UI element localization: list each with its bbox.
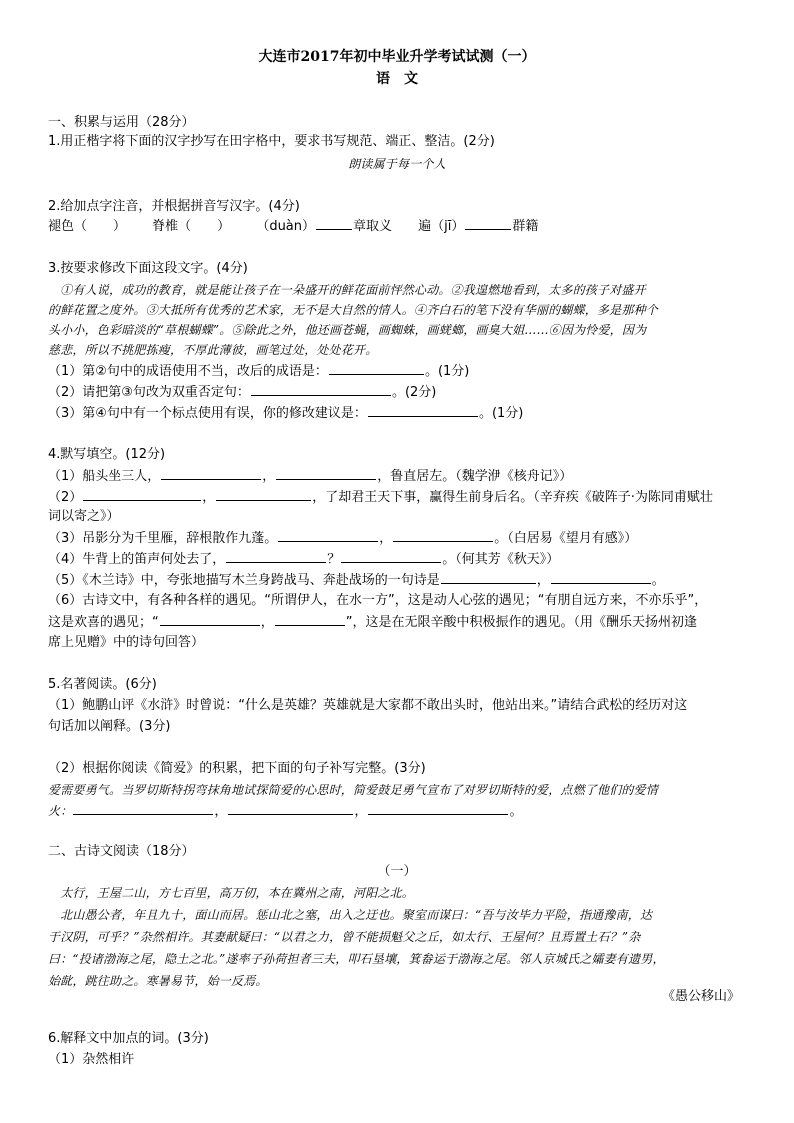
q3-prompt: 3.按要求修改下面这段文字。(4分) (48, 261, 248, 276)
q4-l2-a: （2） (48, 490, 83, 505)
section2-heading: 二、古诗文阅读（18分） (48, 844, 195, 859)
q2-item-3: （duàn） (256, 219, 316, 234)
q4-line-1 (48, 467, 572, 486)
answer-blank[interactable] (278, 529, 378, 542)
answer-blank[interactable] (228, 802, 353, 815)
q4-line-3 (48, 529, 637, 548)
answer-blank[interactable] (393, 529, 493, 542)
q2-item-5: 遍（jī） (418, 219, 465, 234)
q4-l3-a: （3）吊影分为千里雁，辞根散作九蓬。 (48, 531, 278, 546)
answer-blank[interactable] (368, 802, 508, 815)
answer-blank[interactable] (441, 571, 536, 584)
q4-l1-c: ，鲁直居左。（魏学洢《核舟记》） (377, 469, 573, 484)
q3-sub-3 (48, 404, 523, 423)
answer-blank[interactable] (73, 802, 213, 815)
q3-passage-line: 头小小，色彩暗淡的“草根蝴蝶”。⑤除此之外，他还画苍蝇，画蜘蛛，画蜣螂，画臭大姐……⑥因为怜爱，因为 (48, 323, 647, 337)
q2-prompt: 2.给加点字注音，并根据拼音写汉字。(4分) (48, 199, 300, 214)
q2-item-1: 褪色（ ） (48, 219, 127, 234)
q5-p2-blanks (48, 802, 522, 821)
q5-p2-lead: 火： (48, 804, 73, 818)
answer-blank[interactable] (316, 217, 352, 230)
q4-l2-b: ， (202, 490, 216, 505)
q4-l6b-b: ， (260, 615, 274, 630)
q6-item-1: （1）杂然相许 (48, 1052, 135, 1067)
answer-blank[interactable] (226, 550, 326, 563)
q4-line-2 (48, 488, 713, 507)
answer-blank[interactable] (329, 362, 424, 375)
q4-l2-c: ，了却君王天下事，赢得生前身后名。（辛弃疾《破阵子·为陈同甫赋壮 (312, 490, 713, 505)
q2-item-6: 群籍 (512, 219, 539, 234)
answer-blank[interactable] (275, 613, 345, 626)
q2-item-4: 章取义 (353, 219, 393, 234)
answer-blank[interactable] (368, 404, 478, 417)
q4-l3-b: ， (379, 531, 393, 546)
q5-p2-sep: ， (214, 804, 228, 819)
classical-passage-line: 北山愚公者，年且九十，面山而居。惩山北之塞，出入之迂也。聚室而谋曰：“吾与汝毕力平险，指通豫南，达 (48, 908, 653, 922)
q4-l5-a: （5）《木兰诗》中，夸张地描写木兰身跨战马、奔赴战场的一句诗是 (48, 573, 440, 588)
q3-passage-line: 慈悲，所以不挑肥拣瘦，不厚此薄彼，画笔过处，处处花开。 (48, 343, 378, 357)
q4-line-6b (48, 613, 697, 632)
answer-blank[interactable] (251, 383, 391, 396)
q3-passage-line: 的鲜花置之度外。③大抵所有优秀的艺术家，无不是大自然的情人。④齐白石的笔下没有华丽的蝴蝶，多是那种个 (48, 303, 659, 317)
q4-l6b-a: 这是欢喜的遇见；“ (48, 615, 159, 630)
q5-p2: （2）根据你阅读《简爱》的积累，把下面的句子补写完整。(3分) (48, 761, 426, 776)
q4-line-6a: （6）古诗文中，有各种各样的遇见。“所谓伊人，在水一方”，这是动人心弦的遇见；“有朋自远方来，不亦乐乎”， (48, 593, 708, 608)
classical-passage-line: 太行，王屋二山，方七百里，高万仞，本在冀州之南，河阳之北。 (48, 886, 415, 900)
q3-sub-1 (48, 362, 469, 381)
q4-line-4 (48, 550, 559, 569)
answer-blank[interactable] (551, 571, 651, 584)
q5-p1b: 句话加以阐释。(3分) (48, 719, 171, 734)
q5-p1a: （1）鲍鹏山评《水浒》时曾说：“什么是英雄？英雄就是大家都不敢出头时，他站出来。”请结合武松的经历对这 (48, 698, 688, 713)
page-subtitle: 语 文 (376, 71, 418, 87)
q4-line-2b: 词以寄之》） (48, 509, 120, 524)
q3-sub-2-score: 。(2分) (391, 385, 437, 400)
classical-passage-line: 始龀，跳往助之。寒暑易节，始一反焉。 (48, 974, 268, 988)
section2-part: （一） (377, 864, 417, 879)
q1-prompt: 1.用正楷字将下面的汉字抄写在田字格中，要求书写规范、端正、整洁。(2分) (48, 134, 495, 149)
classical-passage-line: 于汉阴，可乎？”杂然相许。其妻献疑曰：“以君之力，曾不能损魁父之丘，如太行、王屋何？且焉置土石？”杂 (48, 930, 641, 944)
q5-p2-text: 爱需要勇气。当罗切斯特拐弯抹角地试探简爱的心思时，简爱鼓足勇气宣布了对罗切斯特的爱，点燃了他们的爱情 (48, 783, 659, 797)
q5-p2-sep: ， (354, 804, 368, 819)
q4-l3-c: 。（白居易《望月有感》） (494, 531, 638, 546)
answer-blank[interactable] (276, 467, 376, 480)
answer-blank[interactable] (83, 488, 201, 501)
q4-l6b-c: ”，这是在无限辛酸中积极振作的遇见。（用《酬乐天扬州初逢 (345, 615, 698, 630)
q4-l4-a: （4）牛背上的笛声何处去了， (48, 552, 226, 567)
q4-line-5 (48, 571, 665, 590)
q3-sub-3-text: （3）第④句中有一个标点使用有误，你的修改建议是： (48, 406, 367, 421)
passage-source: 《愚公移山》 (661, 989, 740, 1004)
q4-l1-b: ， (262, 469, 276, 484)
q4-l1-a: （1）船头坐三人， (48, 469, 161, 484)
answer-blank[interactable] (465, 217, 511, 230)
q2-item-2: 脊椎（ ） (152, 219, 231, 234)
q3-sub-1-text: （1）第②句中的成语使用不当，改后的成语是： (48, 364, 328, 379)
q2-items (48, 217, 538, 236)
answer-blank[interactable] (341, 550, 441, 563)
answer-blank[interactable] (161, 467, 261, 480)
q5-p2-end: 。 (509, 804, 523, 819)
q4-l5-b: ， (536, 573, 550, 588)
q4-l4-c: 。（何其芳《秋天》） (442, 552, 560, 567)
q3-sub-3-score: 。(1分) (478, 406, 524, 421)
q6-prompt: 6.解释文中加点的词。(3分) (48, 1031, 209, 1046)
q3-sub-1-score: 。(1分) (424, 364, 470, 379)
q4-l5-c: 。 (651, 573, 665, 588)
q5-prompt: 5.名著阅读。(6分) (48, 677, 157, 692)
answer-blank[interactable] (160, 613, 260, 626)
q1-text: 朗读属于每一个人 (348, 157, 446, 171)
q3-passage-line: ①有人说，成功的教育，就是能让孩子在一朵盛开的鲜花面前怦然心动。②我遑燃地看到，太多的孩子对盛开 (48, 283, 646, 297)
q3-sub-2-text: （2）请把第③句改为双重否定句： (48, 385, 250, 400)
answer-blank[interactable] (216, 488, 311, 501)
classical-passage-line: 曰：“投诸渤海之尾，隐土之北。”遂率子孙荷担者三夫，叩石垦壤，箕畚运于渤海之尾。邻人京城氏之孀妻有遗男， (48, 952, 665, 966)
q3-sub-2 (48, 383, 436, 402)
q4-prompt: 4.默写填空。(12分) (48, 447, 166, 462)
page-title: 大连市2017年初中毕业升学考试试测（一） (258, 49, 536, 65)
section1-heading: 一、积累与运用（28分） (48, 115, 195, 130)
q4-line-6c: 席上见赠》中的诗句回答） (48, 635, 205, 650)
q4-l4-b: ？ (327, 552, 341, 567)
